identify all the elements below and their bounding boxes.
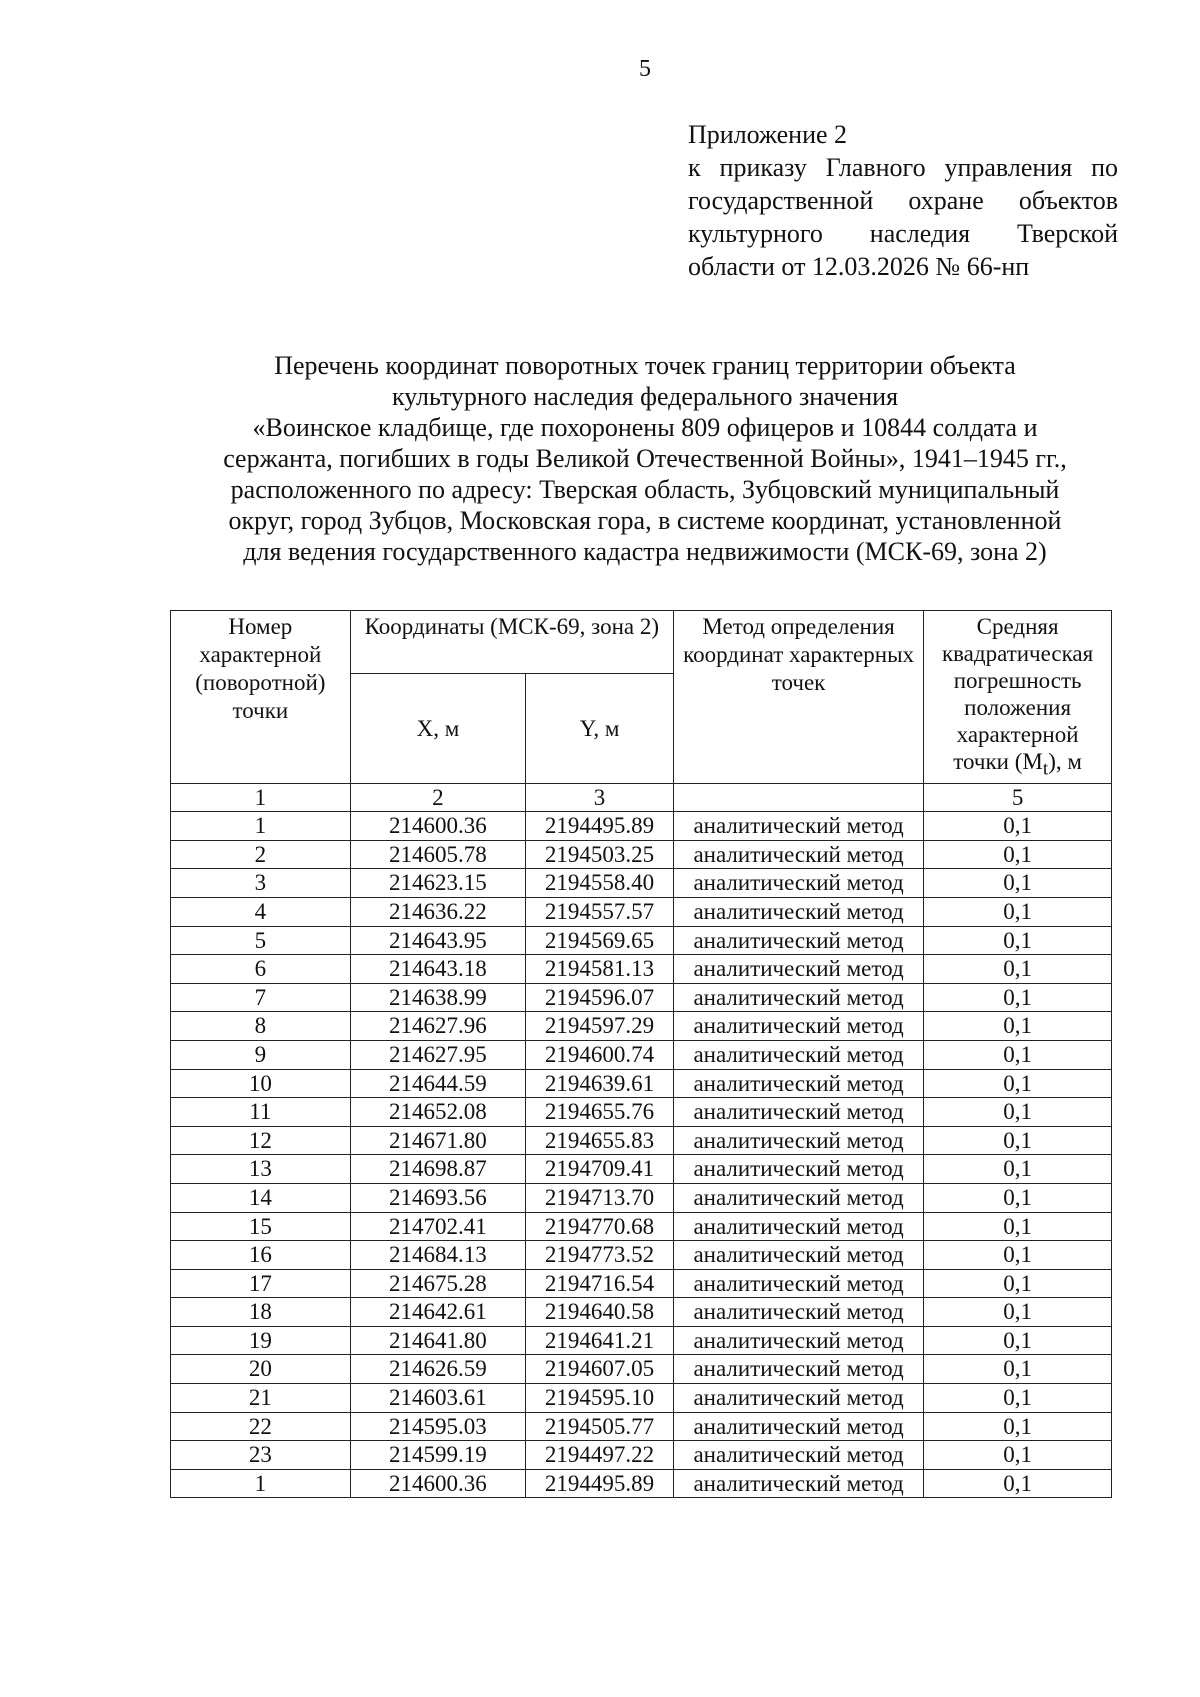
method-cell: аналитический метод — [673, 926, 923, 955]
x-coordinate-cell: 214671.80 — [350, 1126, 525, 1155]
document-title — [150, 350, 1140, 567]
title-line: расположенного по адресу: Тверская область, Зубцовский муниципальный — [230, 475, 1060, 504]
table-row — [171, 1298, 1112, 1327]
title-line: «Воинское кладбище, где похоронены 809 офицеров и 10844 солдата и — [252, 413, 1038, 442]
x-coordinate-cell: 214605.78 — [350, 840, 525, 869]
error-cell: 0,1 — [924, 1269, 1112, 1298]
method-cell: аналитический метод — [673, 1326, 923, 1355]
x-coordinate-cell: 214603.61 — [350, 1384, 525, 1413]
point-number-cell: 9 — [171, 1040, 351, 1069]
method-cell: аналитический метод — [673, 1441, 923, 1470]
point-number-cell: 17 — [171, 1269, 351, 1298]
y-coordinate-cell: 2194596.07 — [526, 983, 674, 1012]
point-number-cell: 8 — [171, 1012, 351, 1041]
error-cell: 0,1 — [924, 1040, 1112, 1069]
y-coordinate-cell: 2194607.05 — [526, 1355, 674, 1384]
x-coordinate-cell: 214600.36 — [350, 812, 525, 841]
x-coordinate-cell: 214684.13 — [350, 1241, 525, 1270]
point-number-cell: 3 — [171, 869, 351, 898]
y-coordinate-cell: 2194503.25 — [526, 840, 674, 869]
x-coordinate-cell: 214641.80 — [350, 1326, 525, 1355]
method-cell: аналитический метод — [673, 955, 923, 984]
x-coordinate-cell: 214623.15 — [350, 869, 525, 898]
y-coordinate-cell: 2194495.89 — [526, 1469, 674, 1498]
table-row — [171, 926, 1112, 955]
table-row — [171, 955, 1112, 984]
point-number-cell: 12 — [171, 1126, 351, 1155]
y-coordinate-cell: 2194495.89 — [526, 812, 674, 841]
table-row — [171, 1355, 1112, 1384]
method-cell: аналитический метод — [673, 1384, 923, 1413]
error-cell: 0,1 — [924, 1441, 1112, 1470]
y-coordinate-cell: 2194505.77 — [526, 1412, 674, 1441]
x-coordinate-cell: 214627.96 — [350, 1012, 525, 1041]
point-number-cell: 14 — [171, 1183, 351, 1212]
x-coordinate-cell: 214642.61 — [350, 1298, 525, 1327]
error-cell: 0,1 — [924, 1298, 1112, 1327]
header-y: Y, м — [526, 674, 674, 783]
table-row — [171, 1241, 1112, 1270]
y-coordinate-cell: 2194641.21 — [526, 1326, 674, 1355]
header-error — [924, 611, 1112, 784]
x-coordinate-cell: 214595.03 — [350, 1412, 525, 1441]
y-coordinate-cell: 2194770.68 — [526, 1212, 674, 1241]
header-number: Номер характерной (поворотной) точки — [171, 611, 351, 784]
table-row — [171, 812, 1112, 841]
point-number-cell: 1 — [171, 1469, 351, 1498]
point-number-cell: 11 — [171, 1098, 351, 1127]
error-cell: 0,1 — [924, 840, 1112, 869]
error-cell: 0,1 — [924, 926, 1112, 955]
error-cell: 0,1 — [924, 983, 1112, 1012]
error-cell: 0,1 — [924, 1469, 1112, 1498]
method-cell: аналитический метод — [673, 1069, 923, 1098]
error-cell: 0,1 — [924, 955, 1112, 984]
page-number: 5 — [639, 56, 651, 82]
x-coordinate-cell: 214644.59 — [350, 1069, 525, 1098]
column-number-cell: 1 — [171, 783, 351, 812]
error-cell: 0,1 — [924, 1126, 1112, 1155]
method-cell: аналитический метод — [673, 1269, 923, 1298]
x-coordinate-cell: 214600.36 — [350, 1469, 525, 1498]
y-coordinate-cell: 2194497.22 — [526, 1441, 674, 1470]
error-cell: 0,1 — [924, 897, 1112, 926]
error-cell: 0,1 — [924, 1384, 1112, 1413]
error-cell: 0,1 — [924, 1069, 1112, 1098]
point-number-cell: 23 — [171, 1441, 351, 1470]
y-coordinate-cell: 2194655.76 — [526, 1098, 674, 1127]
column-number-row — [171, 783, 1112, 812]
x-coordinate-cell: 214643.18 — [350, 955, 525, 984]
table-row — [171, 983, 1112, 1012]
y-coordinate-cell: 2194597.29 — [526, 1012, 674, 1041]
error-cell: 0,1 — [924, 1155, 1112, 1184]
header-coordinates: Координаты (МСК-69, зона 2) — [350, 611, 673, 674]
method-cell: аналитический метод — [673, 1469, 923, 1498]
header-error-text: Средняя квадратическая погрешность положения характерной точки (M — [941, 614, 1094, 774]
point-number-cell: 19 — [171, 1326, 351, 1355]
x-coordinate-cell: 214643.95 — [350, 926, 525, 955]
y-coordinate-cell: 2194558.40 — [526, 869, 674, 898]
title-line: округ, город Зубцов, Московская гора, в системе координат, установленной — [228, 506, 1062, 535]
header-error-unit: ), м — [1048, 749, 1082, 774]
error-cell: 0,1 — [924, 1412, 1112, 1441]
column-number-cell — [673, 783, 923, 812]
error-cell: 0,1 — [924, 1183, 1112, 1212]
method-cell: аналитический метод — [673, 1155, 923, 1184]
table-row — [171, 1384, 1112, 1413]
method-cell: аналитический метод — [673, 983, 923, 1012]
table-header-row — [171, 611, 1112, 674]
method-cell: аналитический метод — [673, 1241, 923, 1270]
error-cell: 0,1 — [924, 812, 1112, 841]
x-coordinate-cell: 214675.28 — [350, 1269, 525, 1298]
method-cell: аналитический метод — [673, 869, 923, 898]
x-coordinate-cell: 214626.59 — [350, 1355, 525, 1384]
method-cell: аналитический метод — [673, 1355, 923, 1384]
title-line: для ведения государственного кадастра недвижимости (МСК-69, зона 2) — [243, 537, 1047, 566]
title-line: культурного наследия федерального значения — [391, 382, 899, 411]
y-coordinate-cell: 2194600.74 — [526, 1040, 674, 1069]
method-cell: аналитический метод — [673, 812, 923, 841]
y-coordinate-cell: 2194569.65 — [526, 926, 674, 955]
table-row — [171, 1326, 1112, 1355]
header-error-subscript: t — [1042, 758, 1049, 780]
column-number-cell: 2 — [350, 783, 525, 812]
table-row — [171, 1098, 1112, 1127]
x-coordinate-cell: 214693.56 — [350, 1183, 525, 1212]
column-number-cell: 3 — [526, 783, 674, 812]
table-row — [171, 1040, 1112, 1069]
table-row — [171, 1212, 1112, 1241]
method-cell: аналитический метод — [673, 1098, 923, 1127]
x-coordinate-cell: 214599.19 — [350, 1441, 525, 1470]
point-number-cell: 18 — [171, 1298, 351, 1327]
error-cell: 0,1 — [924, 1098, 1112, 1127]
table-row — [171, 1412, 1112, 1441]
error-cell: 0,1 — [924, 1241, 1112, 1270]
appendix-body: к приказу Главного управления по государственной охране объектов культурного наследия Тверской области от 12.03.2026 № 66-нп — [688, 153, 1118, 281]
table-row — [171, 1469, 1112, 1498]
error-cell: 0,1 — [924, 869, 1112, 898]
method-cell: аналитический метод — [673, 1183, 923, 1212]
table-row — [171, 1069, 1112, 1098]
title-line: Перечень координат поворотных точек границ территории объекта — [274, 351, 1016, 380]
x-coordinate-cell: 214698.87 — [350, 1155, 525, 1184]
title-line: сержанта, погибших в годы Великой Отечественной Войны», 1941–1945 гг., — [223, 444, 1067, 473]
method-cell: аналитический метод — [673, 1126, 923, 1155]
method-cell: аналитический метод — [673, 1012, 923, 1041]
point-number-cell: 10 — [171, 1069, 351, 1098]
table-row — [171, 1183, 1112, 1212]
y-coordinate-cell: 2194713.70 — [526, 1183, 674, 1212]
table-row — [171, 1012, 1112, 1041]
appendix-block — [688, 118, 1118, 283]
method-cell: аналитический метод — [673, 1212, 923, 1241]
table-row — [171, 840, 1112, 869]
table-body — [171, 783, 1112, 1498]
y-coordinate-cell: 2194716.54 — [526, 1269, 674, 1298]
point-number-cell: 6 — [171, 955, 351, 984]
y-coordinate-cell: 2194557.57 — [526, 897, 674, 926]
point-number-cell: 4 — [171, 897, 351, 926]
coordinates-table — [170, 610, 1112, 1498]
table-row — [171, 1441, 1112, 1470]
table-row — [171, 1126, 1112, 1155]
method-cell: аналитический метод — [673, 897, 923, 926]
header-x: X, м — [350, 674, 525, 783]
point-number-cell: 13 — [171, 1155, 351, 1184]
table-row — [171, 1155, 1112, 1184]
point-number-cell: 5 — [171, 926, 351, 955]
y-coordinate-cell: 2194773.52 — [526, 1241, 674, 1270]
table-row — [171, 897, 1112, 926]
error-cell: 0,1 — [924, 1212, 1112, 1241]
x-coordinate-cell: 214702.41 — [350, 1212, 525, 1241]
point-number-cell: 22 — [171, 1412, 351, 1441]
method-cell: аналитический метод — [673, 1412, 923, 1441]
point-number-cell: 2 — [171, 840, 351, 869]
x-coordinate-cell: 214627.95 — [350, 1040, 525, 1069]
point-number-cell: 21 — [171, 1384, 351, 1413]
error-cell: 0,1 — [924, 1012, 1112, 1041]
point-number-cell: 20 — [171, 1355, 351, 1384]
x-coordinate-cell: 214652.08 — [350, 1098, 525, 1127]
error-cell: 0,1 — [924, 1326, 1112, 1355]
method-cell: аналитический метод — [673, 1040, 923, 1069]
error-cell: 0,1 — [924, 1355, 1112, 1384]
appendix-title: Приложение 2 — [688, 120, 848, 149]
table-row — [171, 1269, 1112, 1298]
y-coordinate-cell: 2194640.58 — [526, 1298, 674, 1327]
column-number-cell: 5 — [924, 783, 1112, 812]
table-row — [171, 869, 1112, 898]
y-coordinate-cell: 2194639.61 — [526, 1069, 674, 1098]
y-coordinate-cell: 2194655.83 — [526, 1126, 674, 1155]
point-number-cell: 15 — [171, 1212, 351, 1241]
method-cell: аналитический метод — [673, 1298, 923, 1327]
point-number-cell: 16 — [171, 1241, 351, 1270]
header-method: Метод определения координат характерных точек — [673, 611, 923, 784]
y-coordinate-cell: 2194581.13 — [526, 955, 674, 984]
y-coordinate-cell: 2194595.10 — [526, 1384, 674, 1413]
x-coordinate-cell: 214636.22 — [350, 897, 525, 926]
y-coordinate-cell: 2194709.41 — [526, 1155, 674, 1184]
x-coordinate-cell: 214638.99 — [350, 983, 525, 1012]
point-number-cell: 7 — [171, 983, 351, 1012]
point-number-cell: 1 — [171, 812, 351, 841]
method-cell: аналитический метод — [673, 840, 923, 869]
